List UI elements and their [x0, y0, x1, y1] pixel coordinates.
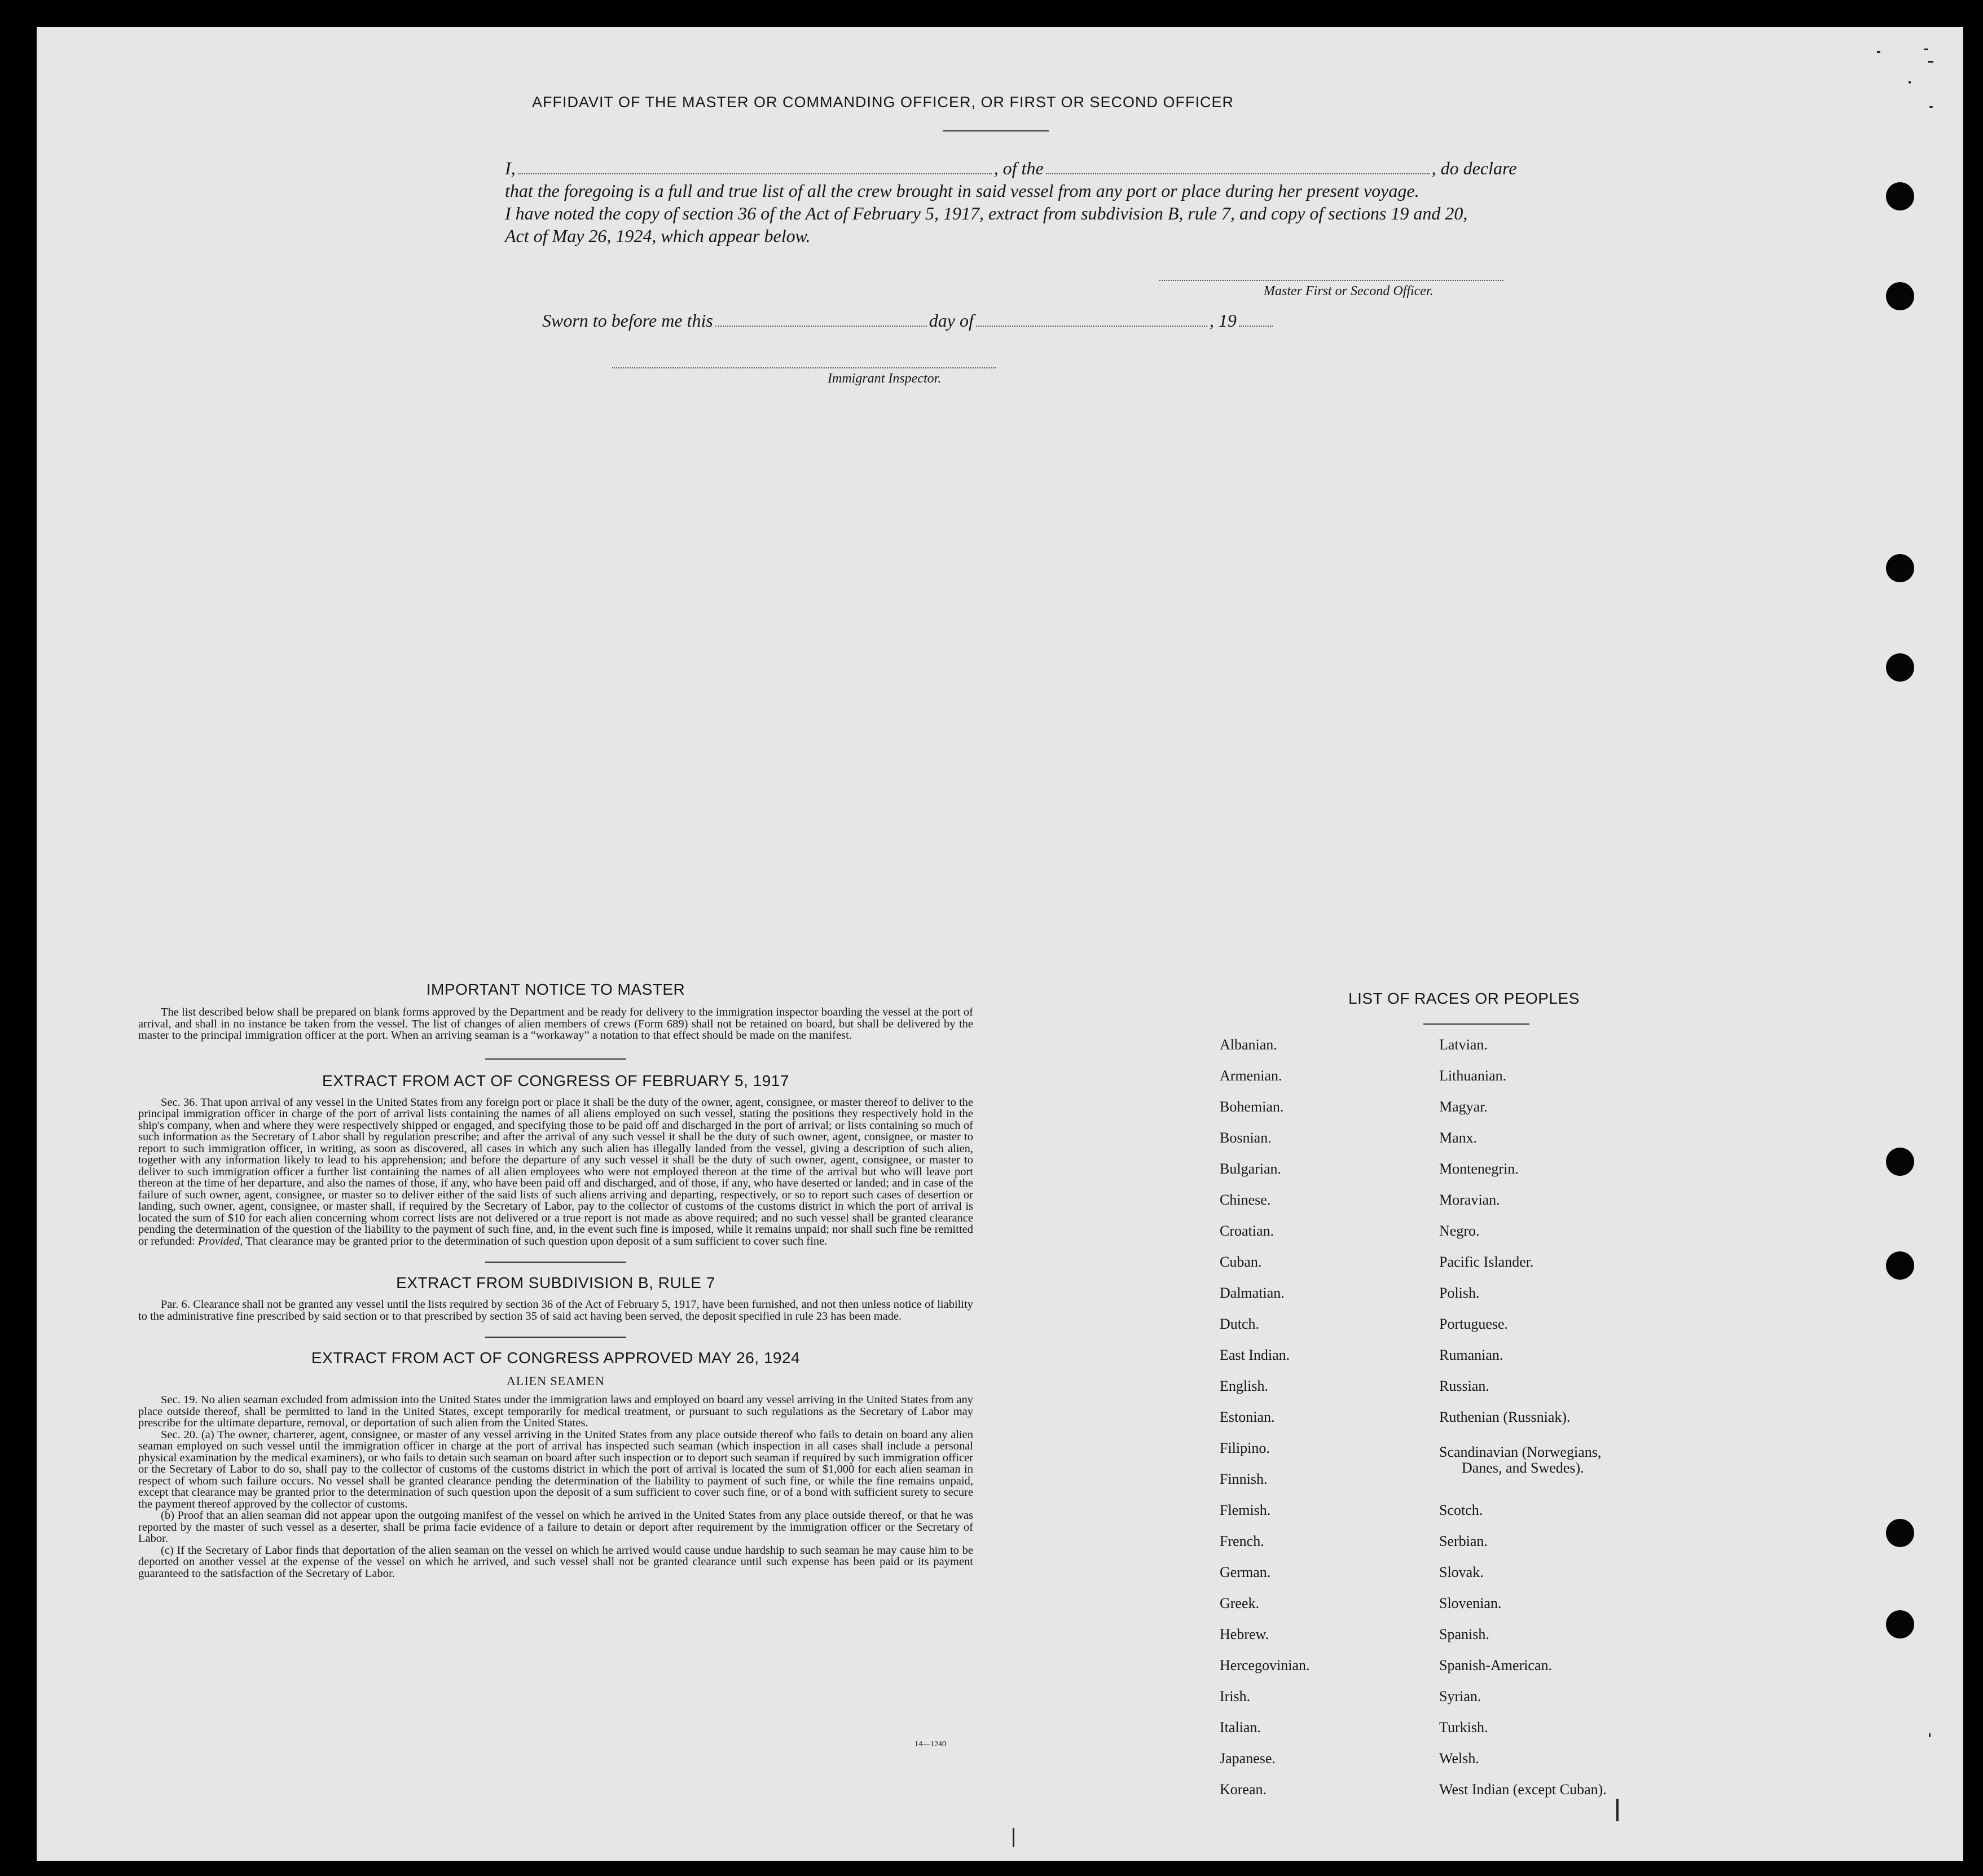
race-item: Latvian. — [1439, 1036, 1488, 1053]
speck — [1616, 1799, 1619, 1821]
race-item: Greek. — [1220, 1595, 1260, 1611]
race-item: Spanish-American. — [1439, 1657, 1553, 1673]
affidavit-line-4: Act of May 26, 1924, which appear below. — [505, 226, 811, 246]
extract-1917-body: Sec. 36. That upon arrival of any vessel in the United States from any foreign port or place it shall be the duty of the owner, agent, consignee, or master thereof to deliver to the principal immigration officer in charge of the port of arrival lists containing the names of all aliens employed on such vessel, stating the positions they respectively hold in the ship's company, when and where they were respectively shipped or engaged, and specifying those to be paid off and discharged in the port of arrival; or lists containing so much of such information as the Secretary of Labor shall by regulation prescribe; and after the arrival of any such vessel it shall be the duty of such owner, agent, consignee, or master to report to such immigration officer, in writing, as soon as discovered, all cases in which any such alien has illegally landed from the vessel, giving a description of such alien, together with any information likely to lead to his apprehension; and before the departure of any such vessel it shall be the duty of such owner, agent, consignee, or master to deliver to such immigration officer a further list containing the names of all alien employees who were not employed thereon at the time of the arrival but who will leave port thereon at the time of her departure, and also the names of those, if any, who have been paid off and discharged, and of those, if any, who have deserted or landed; and in case of the failure of such owner, agent, consignee, or master so to deliver either of the said lists of such aliens arriving and departing, respectively, or so to report such cases of desertion or landing, such owner, agent, consignee, or master shall, if required by the Secretary of Labor, pay to the collector of customs of the customs district in which the port of arrival is located the sum of $10 for each alien concerning whom correct lists are not delivered or a true report is not made as above required; and no such vessel shall be granted clearance pending the determination of the question of the liability to the payment of such fine, and, in the event such fine is imposed, while it remains unpaid; nor shall such fine be remitted or refunded: — [138, 1096, 973, 1247]
race-item: Hercegovinian. — [1220, 1657, 1310, 1673]
race-item: Lithuanian. — [1439, 1067, 1507, 1084]
extract-1917-end: That clearance may be granted prior to the determination of such question upon deposit of a sum sufficient to cover such fine. — [245, 1234, 828, 1247]
race-item: English. — [1220, 1378, 1268, 1394]
speck — [1924, 49, 1928, 50]
race-item: Bohemian. — [1220, 1099, 1284, 1115]
race-item: Polish. — [1439, 1285, 1480, 1301]
affidavit-line-2: that the foregoing is a full and true list of all the crew brought in said vessel from any port or place during her present voyage. — [505, 181, 1419, 201]
punch-hole — [1886, 1610, 1914, 1638]
day-blank — [715, 326, 927, 327]
speck — [1909, 81, 1911, 84]
race-item: Danes, and Swedes). — [1462, 1460, 1584, 1476]
punch-hole — [1886, 182, 1914, 210]
sworn-line — [542, 310, 1275, 331]
extract-1917-text — [138, 1097, 973, 1247]
year-prefix: , 19 — [1209, 310, 1237, 331]
inspector-signature-label: Immigrant Inspector. — [828, 371, 942, 386]
notice-heading: IMPORTANT NOTICE TO MASTER — [426, 981, 685, 998]
race-item: Irish. — [1220, 1688, 1251, 1704]
punch-hole — [1886, 653, 1914, 682]
race-item: German. — [1220, 1564, 1271, 1580]
extract-1924-sec20a: Sec. 20. (a) The owner, charterer, agent, consignee, or master of any vessel arriving in the United States from any place outside thereof who fails to detain on board any alien seaman employed on such vessel until the immigration officer in charge at the port of arrival has inspected such seaman (which inspection in all cases shall include a personal physical examination by the medical examiners), or who fails to detain such seaman on board after such inspection or to deport such seaman if required by such immigration officer or the Secretary of Labor to do so, shall pay to the collector of customs of the customs district in which the port of arrival is located the sum of $1,000 for each alien seaman in respect of whom such failure occurs. No vessel shall be granted clearance pending the determination of the liability to payment of such fine, or while the fine remains unpaid, except that clearance may be granted prior to the determination of such question upon the deposit of a sum sufficient to cover such fine, or of a bond with sufficient surety to secure the payment thereof approved by the collector of customs. — [138, 1428, 973, 1510]
extract-1924-subheading: ALIEN SEAMEN — [507, 1374, 605, 1388]
race-item: Moravian. — [1439, 1192, 1500, 1208]
speck — [1929, 1733, 1931, 1737]
section-rule — [485, 1058, 626, 1060]
race-item: Dalmatian. — [1220, 1285, 1285, 1301]
affidavit-declare: , do declare — [1431, 158, 1517, 178]
race-item: Flemish. — [1220, 1502, 1271, 1518]
race-item: Estonian. — [1220, 1409, 1275, 1425]
extract-1924-sec20c: (c) If the Secretary of Labor finds that deportation of the alien seaman on the vessel on which he arrived would cause undue hardship to such seaman he may cause him to be deported on another vessel at the expense of the vessel on which he arrived, and such vessel shall not be granted clearance until such expense has been paid or its payment guaranteed to the satisfaction of the Secretary of Labor. — [138, 1544, 973, 1580]
race-item: Negro. — [1439, 1223, 1480, 1239]
race-item: Rumanian. — [1439, 1347, 1503, 1363]
speck — [1928, 61, 1933, 63]
punch-hole — [1886, 1519, 1914, 1547]
extract-1924-sec20b: (b) Proof that an alien seaman did not appear upon the outgoing manifest of the vessel on which he arrived in the United States from any place outside thereof, or that he was reported by the master of such vessel as a deserter, shall be prima facie evidence of a failure to detain or deport after requirement by the immigration officer or the Secretary of Labor. — [138, 1509, 973, 1545]
vessel-blank — [1046, 173, 1430, 174]
punch-hole — [1886, 1148, 1914, 1176]
extract-rule7-text: Par. 6. Clearance shall not be granted any vessel until the lists required by section 36 of the Act of February 5, 1917, have been furnished, and not then unless notice of liability to the administrative fine prescribed by said section or to that prescribed by section 35 of said act having been served, the deposit specified in rule 23 has been made. — [138, 1298, 973, 1323]
race-item: Filipino. — [1220, 1440, 1270, 1456]
race-item: Dutch. — [1220, 1316, 1260, 1332]
race-item: Finnish. — [1220, 1471, 1268, 1487]
race-item: Spanish. — [1439, 1626, 1489, 1642]
master-signature-label: Master First or Second Officer. — [1264, 284, 1434, 298]
race-item: East Indian. — [1220, 1347, 1290, 1363]
section-rule — [485, 1337, 626, 1338]
race-item: Portuguese. — [1439, 1316, 1509, 1332]
race-item: Welsh. — [1439, 1750, 1479, 1767]
race-item: Croatian. — [1220, 1223, 1274, 1239]
race-item: Montenegrin. — [1439, 1161, 1519, 1177]
race-item: Turkish. — [1439, 1719, 1488, 1736]
race-item: Korean. — [1220, 1781, 1267, 1798]
race-item: Magyar. — [1439, 1099, 1488, 1115]
day-of-text: day of — [929, 310, 974, 331]
race-item: Scandinavian (Norwegians, — [1439, 1444, 1602, 1460]
punch-hole — [1886, 554, 1914, 582]
document-page — [37, 27, 1963, 1861]
punch-hole — [1886, 1251, 1914, 1280]
extract-1917-proviso: Provided, — [197, 1234, 243, 1247]
title-rule — [943, 130, 1049, 131]
extract-rule7-heading: EXTRACT FROM SUBDIVISION B, RULE 7 — [396, 1274, 715, 1291]
extract-1924-heading: EXTRACT FROM ACT OF CONGRESS APPROVED MAY 26, 1924 — [311, 1349, 801, 1367]
race-item: Syrian. — [1439, 1688, 1481, 1704]
race-item: Slovak. — [1439, 1564, 1484, 1580]
year-blank — [1239, 326, 1273, 327]
notice-column — [138, 981, 973, 1579]
affidavit-title: AFFIDAVIT OF THE MASTER OR COMMANDING OFFICER, OR FIRST OR SECOND OFFICER — [531, 94, 1234, 111]
master-signature-line — [1159, 280, 1503, 281]
race-item: Cuban. — [1220, 1254, 1262, 1270]
speck — [1929, 106, 1933, 108]
speck — [1877, 51, 1880, 53]
speck — [1013, 1828, 1014, 1847]
race-item: Japanese. — [1220, 1750, 1276, 1767]
section-rule — [485, 1262, 626, 1263]
race-item: West Indian (except Cuban). — [1439, 1781, 1607, 1798]
race-item: Bulgarian. — [1220, 1161, 1282, 1177]
extract-1924-sec19: Sec. 19. No alien seaman excluded from admission into the United States under the immigration laws and employed on board any vessel arriving in the United States from any place outside thereof, shall be permitted to land in the United States, except temporarily for medical treatment, or pursuant to such regulations as the Secretary of Labor may prescribe for the ultimate departure, removal, or deportation of such alien from the United States. — [138, 1394, 973, 1429]
races-title: LIST OF RACES OR PEOPLES — [1348, 990, 1580, 1007]
race-item: Slovenian. — [1439, 1595, 1502, 1611]
sworn-text: Sworn to before me this — [542, 310, 713, 331]
month-blank — [976, 326, 1207, 327]
name-blank — [518, 173, 992, 174]
punch-hole — [1886, 282, 1914, 310]
form-number: 14—1240 — [914, 1740, 946, 1748]
extract-1917-heading: EXTRACT FROM ACT OF CONGRESS OF FEBRUARY 5, 1917 — [322, 1071, 789, 1089]
affidavit-of-the: , of the — [993, 158, 1044, 178]
race-item: Armenian. — [1220, 1067, 1282, 1084]
race-item: Serbian. — [1439, 1533, 1488, 1549]
race-item: Manx. — [1439, 1130, 1478, 1146]
inspector-signature-line — [612, 367, 996, 368]
races-rule — [1423, 1023, 1529, 1025]
notice-text: The list described below shall be prepared on blank forms approved by the Department and be ready for delivery to the immigration inspector boarding the vessel at the port of arrival, and shall in no instance be taken from the vessel. The list of changes of alien members of crews (Form 689) shall not be retained on board, but shall be delivered by the master to the principal immigration officer at the port. When an arriving seaman is a “workaway” a notation to that effect should be made on the manifest. — [138, 1006, 973, 1042]
race-item: Italian. — [1220, 1719, 1261, 1736]
affidavit-i: I, — [505, 158, 516, 178]
race-item: Chinese. — [1220, 1192, 1271, 1208]
race-item: Bosnian. — [1220, 1130, 1272, 1146]
race-item: Albanian. — [1220, 1036, 1277, 1053]
affidavit-line-3: I have noted the copy of section 36 of the Act of February 5, 1917, extract from subdivision B, rule 7, and copy of sections 19 and 20, — [505, 203, 1468, 223]
race-item: Pacific Islander. — [1439, 1254, 1534, 1270]
race-item: Russian. — [1439, 1378, 1489, 1394]
affidavit-line-1 — [505, 158, 1516, 179]
race-item: Hebrew. — [1220, 1626, 1269, 1642]
race-item: French. — [1220, 1533, 1264, 1549]
race-item: Ruthenian (Russniak). — [1439, 1409, 1571, 1425]
race-item: Scotch. — [1439, 1502, 1483, 1518]
